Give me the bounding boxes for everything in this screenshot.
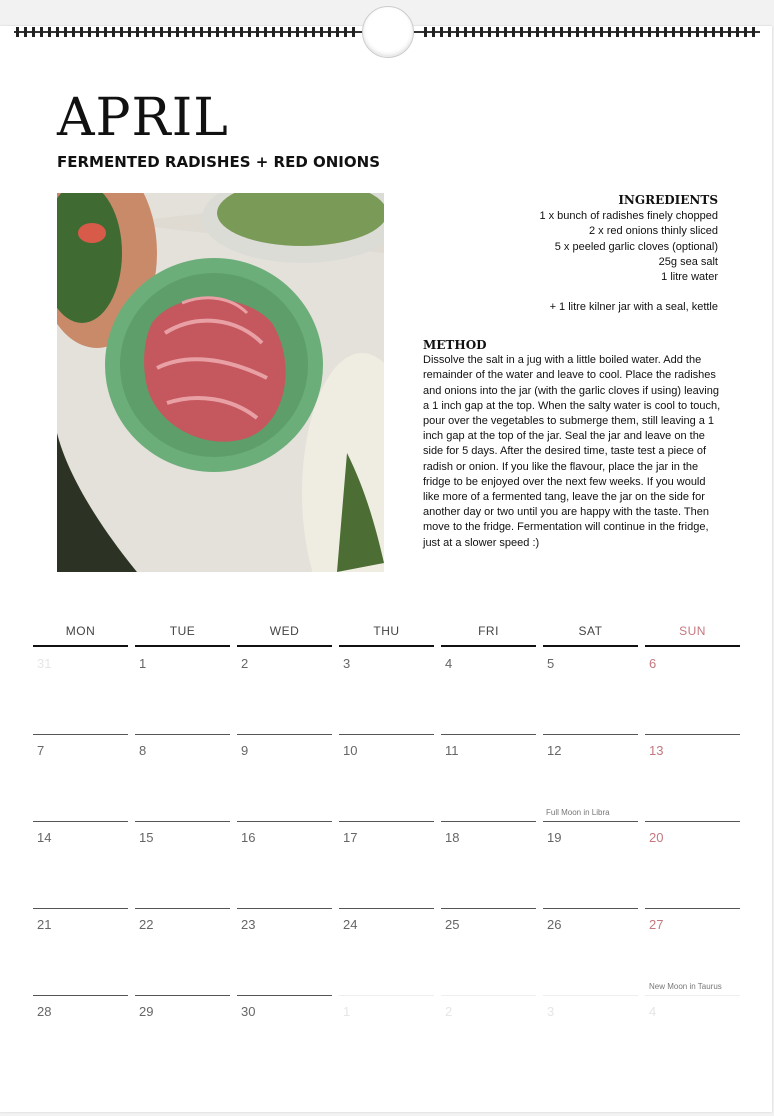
ingredient-item: 1 x bunch of radishes finely chopped bbox=[539, 210, 718, 223]
weekday-underline bbox=[339, 645, 434, 647]
cell-divider bbox=[543, 908, 638, 909]
recipe-title: FERMENTED RADISHES + RED ONIONS bbox=[57, 153, 380, 171]
weekday-underline bbox=[135, 645, 230, 647]
method-heading: METHOD bbox=[423, 338, 487, 352]
weekday-underline bbox=[543, 645, 638, 647]
weekday-header-sun: SUN bbox=[679, 624, 706, 638]
ingredients-heading: INGREDIENTS bbox=[618, 193, 718, 207]
cell-divider bbox=[441, 995, 536, 996]
cell-divider bbox=[543, 821, 638, 822]
ingredient-item: 5 x peeled garlic cloves (optional) bbox=[554, 240, 718, 253]
day-number[interactable]: 22 bbox=[139, 917, 154, 932]
day-number[interactable]: 20 bbox=[649, 830, 664, 845]
day-number[interactable]: 18 bbox=[445, 830, 460, 845]
day-number[interactable]: 1 bbox=[139, 656, 147, 671]
day-number[interactable]: 1 bbox=[343, 1004, 351, 1019]
full-moon-note: Full Moon in Libra bbox=[546, 808, 610, 817]
day-number[interactable]: 8 bbox=[139, 743, 147, 758]
day-number[interactable]: 7 bbox=[37, 743, 45, 758]
cell-divider bbox=[645, 821, 740, 822]
cell-divider bbox=[339, 821, 434, 822]
weekday-header-mon: MON bbox=[65, 624, 96, 638]
cell-divider bbox=[441, 734, 536, 735]
day-number[interactable]: 24 bbox=[343, 917, 358, 932]
day-number[interactable]: 6 bbox=[649, 656, 657, 671]
cell-divider bbox=[135, 821, 230, 822]
cell-divider bbox=[237, 821, 332, 822]
cell-divider bbox=[135, 734, 230, 735]
cell-divider bbox=[339, 908, 434, 909]
ingredient-item: 25g sea salt bbox=[658, 255, 718, 268]
weekday-header-tue: TUE bbox=[169, 624, 196, 638]
cell-divider bbox=[441, 908, 536, 909]
day-number[interactable]: 4 bbox=[445, 656, 453, 671]
cell-divider bbox=[33, 821, 128, 822]
weekday-header-thu: THU bbox=[373, 624, 400, 638]
day-number[interactable]: 13 bbox=[649, 743, 664, 758]
day-number[interactable]: 17 bbox=[343, 830, 358, 845]
month-title: APRIL bbox=[57, 88, 229, 148]
weekday-underline bbox=[645, 645, 740, 647]
cell-divider bbox=[543, 734, 638, 735]
day-number[interactable]: 10 bbox=[343, 743, 358, 758]
equipment-line: + 1 litre kilner jar with a seal, kettle bbox=[549, 301, 718, 314]
weekday-header-sat: SAT bbox=[578, 624, 603, 638]
weekday-underline bbox=[33, 645, 128, 647]
day-number[interactable]: 28 bbox=[37, 1004, 52, 1019]
day-number[interactable]: 25 bbox=[445, 917, 460, 932]
ingredient-item: 1 litre water bbox=[661, 271, 718, 284]
cell-divider bbox=[135, 995, 230, 996]
ingredient-item: 2 x red onions thinly sliced bbox=[588, 225, 718, 238]
cell-divider bbox=[33, 995, 128, 996]
cell-divider bbox=[237, 734, 332, 735]
day-number[interactable]: 9 bbox=[241, 743, 249, 758]
day-number[interactable]: 2 bbox=[445, 1004, 453, 1019]
cell-divider bbox=[33, 908, 128, 909]
day-number[interactable]: 21 bbox=[37, 917, 52, 932]
cell-divider bbox=[645, 734, 740, 735]
cell-divider bbox=[135, 908, 230, 909]
day-number[interactable]: 3 bbox=[343, 656, 351, 671]
cell-divider bbox=[339, 995, 434, 996]
day-number[interactable]: 16 bbox=[241, 830, 256, 845]
day-number[interactable]: 29 bbox=[139, 1004, 154, 1019]
day-number[interactable]: 31 bbox=[37, 656, 52, 671]
cell-divider bbox=[645, 995, 740, 996]
weekday-underline bbox=[441, 645, 536, 647]
day-number[interactable]: 15 bbox=[139, 830, 154, 845]
cell-divider bbox=[237, 995, 332, 996]
day-number[interactable]: 3 bbox=[547, 1004, 555, 1019]
cell-divider bbox=[543, 995, 638, 996]
cell-divider bbox=[33, 734, 128, 735]
cell-divider bbox=[645, 908, 740, 909]
method-text: Dissolve the salt in a jug with a little boiled water. Add the remainder of the water and leave to cool. Place the radishes and onions into the jar (with the garlic cloves if using) leaving a 1 inch gap at the top. When the salty water is cool to touch, pour over the vegetables to submerge them, still leaving a 1 inch gap at the top of the jar. Seal the jar and leave on the side for 5 days. After the desired time, taste test a piece of radish or onion. If you like the flavour, place the jar in the fridge to be enjoyed over the next few weeks. If you would like more of a fermented tang, leave the jar on the side for another day or two until you are happy with the taste. Then move to the fridge. Fermentation will continue in the fridge, just at a slower speed :) bbox=[423, 354, 721, 549]
cell-divider bbox=[339, 734, 434, 735]
day-number[interactable]: 12 bbox=[547, 743, 562, 758]
day-number[interactable]: 23 bbox=[241, 917, 256, 932]
day-number[interactable]: 27 bbox=[649, 917, 664, 932]
weekday-header-wed: WED bbox=[269, 624, 300, 638]
day-number[interactable]: 2 bbox=[241, 656, 249, 671]
day-number[interactable]: 19 bbox=[547, 830, 562, 845]
day-number[interactable]: 14 bbox=[37, 830, 52, 845]
cell-divider bbox=[237, 908, 332, 909]
cell-divider bbox=[441, 821, 536, 822]
day-number[interactable]: 4 bbox=[649, 1004, 657, 1019]
day-number[interactable]: 30 bbox=[241, 1004, 256, 1019]
weekday-underline bbox=[237, 645, 332, 647]
day-number[interactable]: 26 bbox=[547, 917, 562, 932]
new-moon-note: New Moon in Taurus bbox=[649, 982, 722, 991]
weekday-header-fri: FRI bbox=[478, 624, 499, 638]
day-number[interactable]: 11 bbox=[445, 743, 459, 758]
day-number[interactable]: 5 bbox=[547, 656, 555, 671]
